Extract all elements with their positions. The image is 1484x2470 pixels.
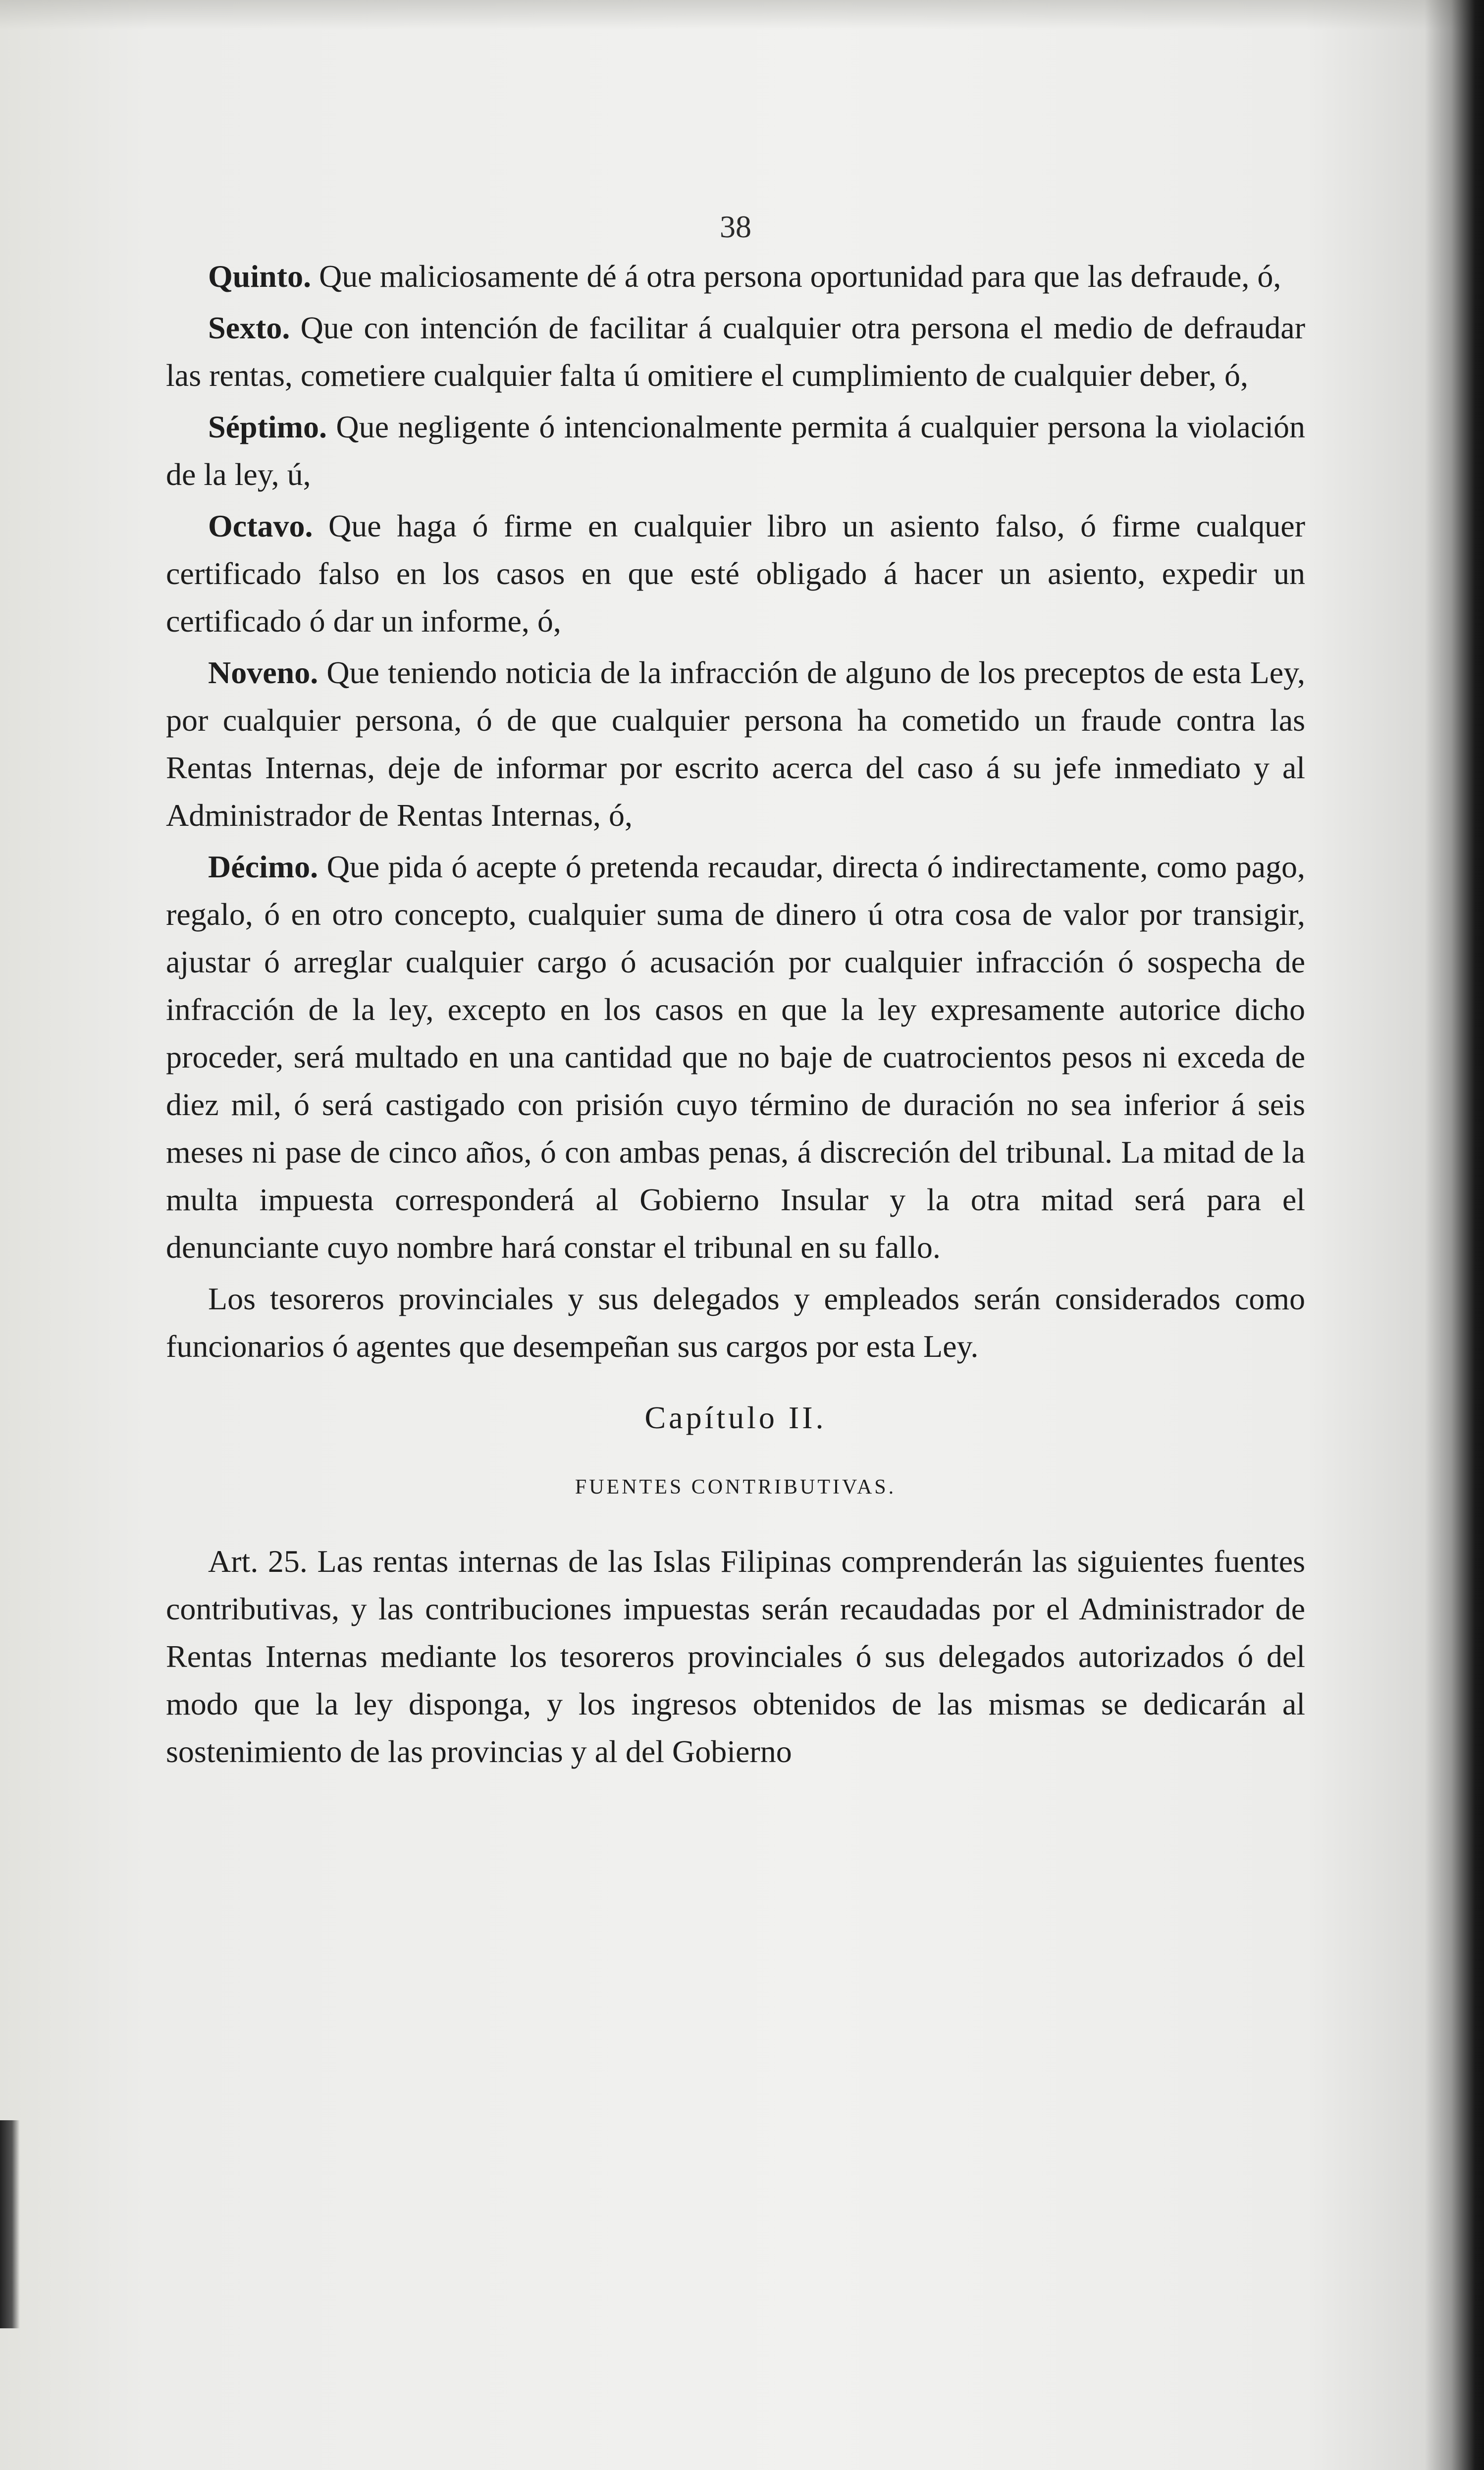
paragraph-lead: Octavo. xyxy=(208,508,313,543)
paragraph-lead: Sexto. xyxy=(208,310,290,345)
paragraph-text: Que haga ó firme en cualquier libro un asiento falso, ó firme cualquer certificado falso en los casos en que esté obligado á hacer un asiento, expedir un certificado ó dar un informe, ó, xyxy=(166,508,1305,639)
chapter-heading: Capítulo II. xyxy=(644,1400,827,1435)
paragraph-sexto xyxy=(166,304,1305,399)
paragraph-text: Que pida ó acepte ó pretenda recaudar, directa ó indirectamente, como pago, regalo, ó en otro concepto, cualquier suma de dinero ú otra cosa de valor por transigir, ajustar ó arreglar cualquier cargo ó acusación por cualquier infracción ó sospecha de infracción de la ley, excepto en los casos en que la ley expresamente autorice dicho proceder, será multado en una cantidad que no baje de cuatrocientos pesos ni exceda de diez mil, ó será castigado con prisión cuyo término de duración no sea inferior á seis meses ni pase de cinco años, ó con ambas penas, á discreción del tribunal. La mitad de la multa impuesta corresponderá al Gobierno Insular y la otra mitad será para el denunciante cuyo nombre hará constar el tribunal en su fallo. xyxy=(166,849,1305,1265)
body-text xyxy=(166,253,1305,1775)
paragraph-octavo xyxy=(166,502,1305,645)
paragraph-text: Que maliciosamente dé á otra persona oportunidad para que las defraude, ó, xyxy=(311,259,1281,294)
paragraph-decimo xyxy=(166,843,1305,1271)
book-binding-shadow xyxy=(1425,0,1484,2470)
paragraph-lead: Quinto. xyxy=(208,259,312,294)
paragraph-lead: Noveno. xyxy=(208,655,318,690)
section-heading: FUENTES CONTRIBUTIVAS. xyxy=(575,1476,897,1499)
paragraph-text: Que con intención de facilitar á cualquier otra persona el medio de defraudar las rentas, cometiere cualquier falta ú omitiere el cumplimiento de cualquier deber, ó, xyxy=(166,310,1305,393)
paragraph-noveno xyxy=(166,649,1305,839)
paragraph-text: Que negligente ó intencionalmente permita á cualquier persona la violación de la ley, ú, xyxy=(166,409,1305,492)
left-edge-mark xyxy=(0,2120,20,2328)
article-text: Las rentas internas de las Islas Filipinas comprenderán las siguientes fuentes contributivas, y las contribuciones impuestas serán recaudadas por el Administrador de Rentas Internas mediante los tesoreros provinciales ó sus delegados autorizados ó del modo que la ley disponga, y los ingresos obtenidos de las mismas se dedicarán al sostenimiento de las provincias y al del Gobierno xyxy=(166,1544,1305,1769)
paragraph-article-25 xyxy=(166,1538,1305,1775)
paragraph-septimo xyxy=(166,403,1305,498)
paragraph-quinto xyxy=(166,253,1305,300)
paragraph-lead: Décimo. xyxy=(208,849,318,884)
page-number: 38 xyxy=(720,209,751,244)
top-edge-shadow xyxy=(0,0,1484,30)
paragraph-tesoreros: Los tesoreros provinciales y sus delegados y empleados serán considerados como funcionarios ó agentes que desempeñan sus cargos por esta Ley. xyxy=(166,1281,1305,1364)
article-lead: Art. 25. xyxy=(208,1544,308,1579)
paragraph-lead: Séptimo. xyxy=(208,409,327,444)
paragraph-text: Que teniendo noticia de la infracción de alguno de los preceptos de esta Ley, por cualquier persona, ó de que cualquier persona ha cometido un fraude contra las Rentas Internas, deje de informar por escrito acerca del caso á su jefe inmediato y al Administrador de Rentas Internas, ó, xyxy=(166,655,1305,833)
